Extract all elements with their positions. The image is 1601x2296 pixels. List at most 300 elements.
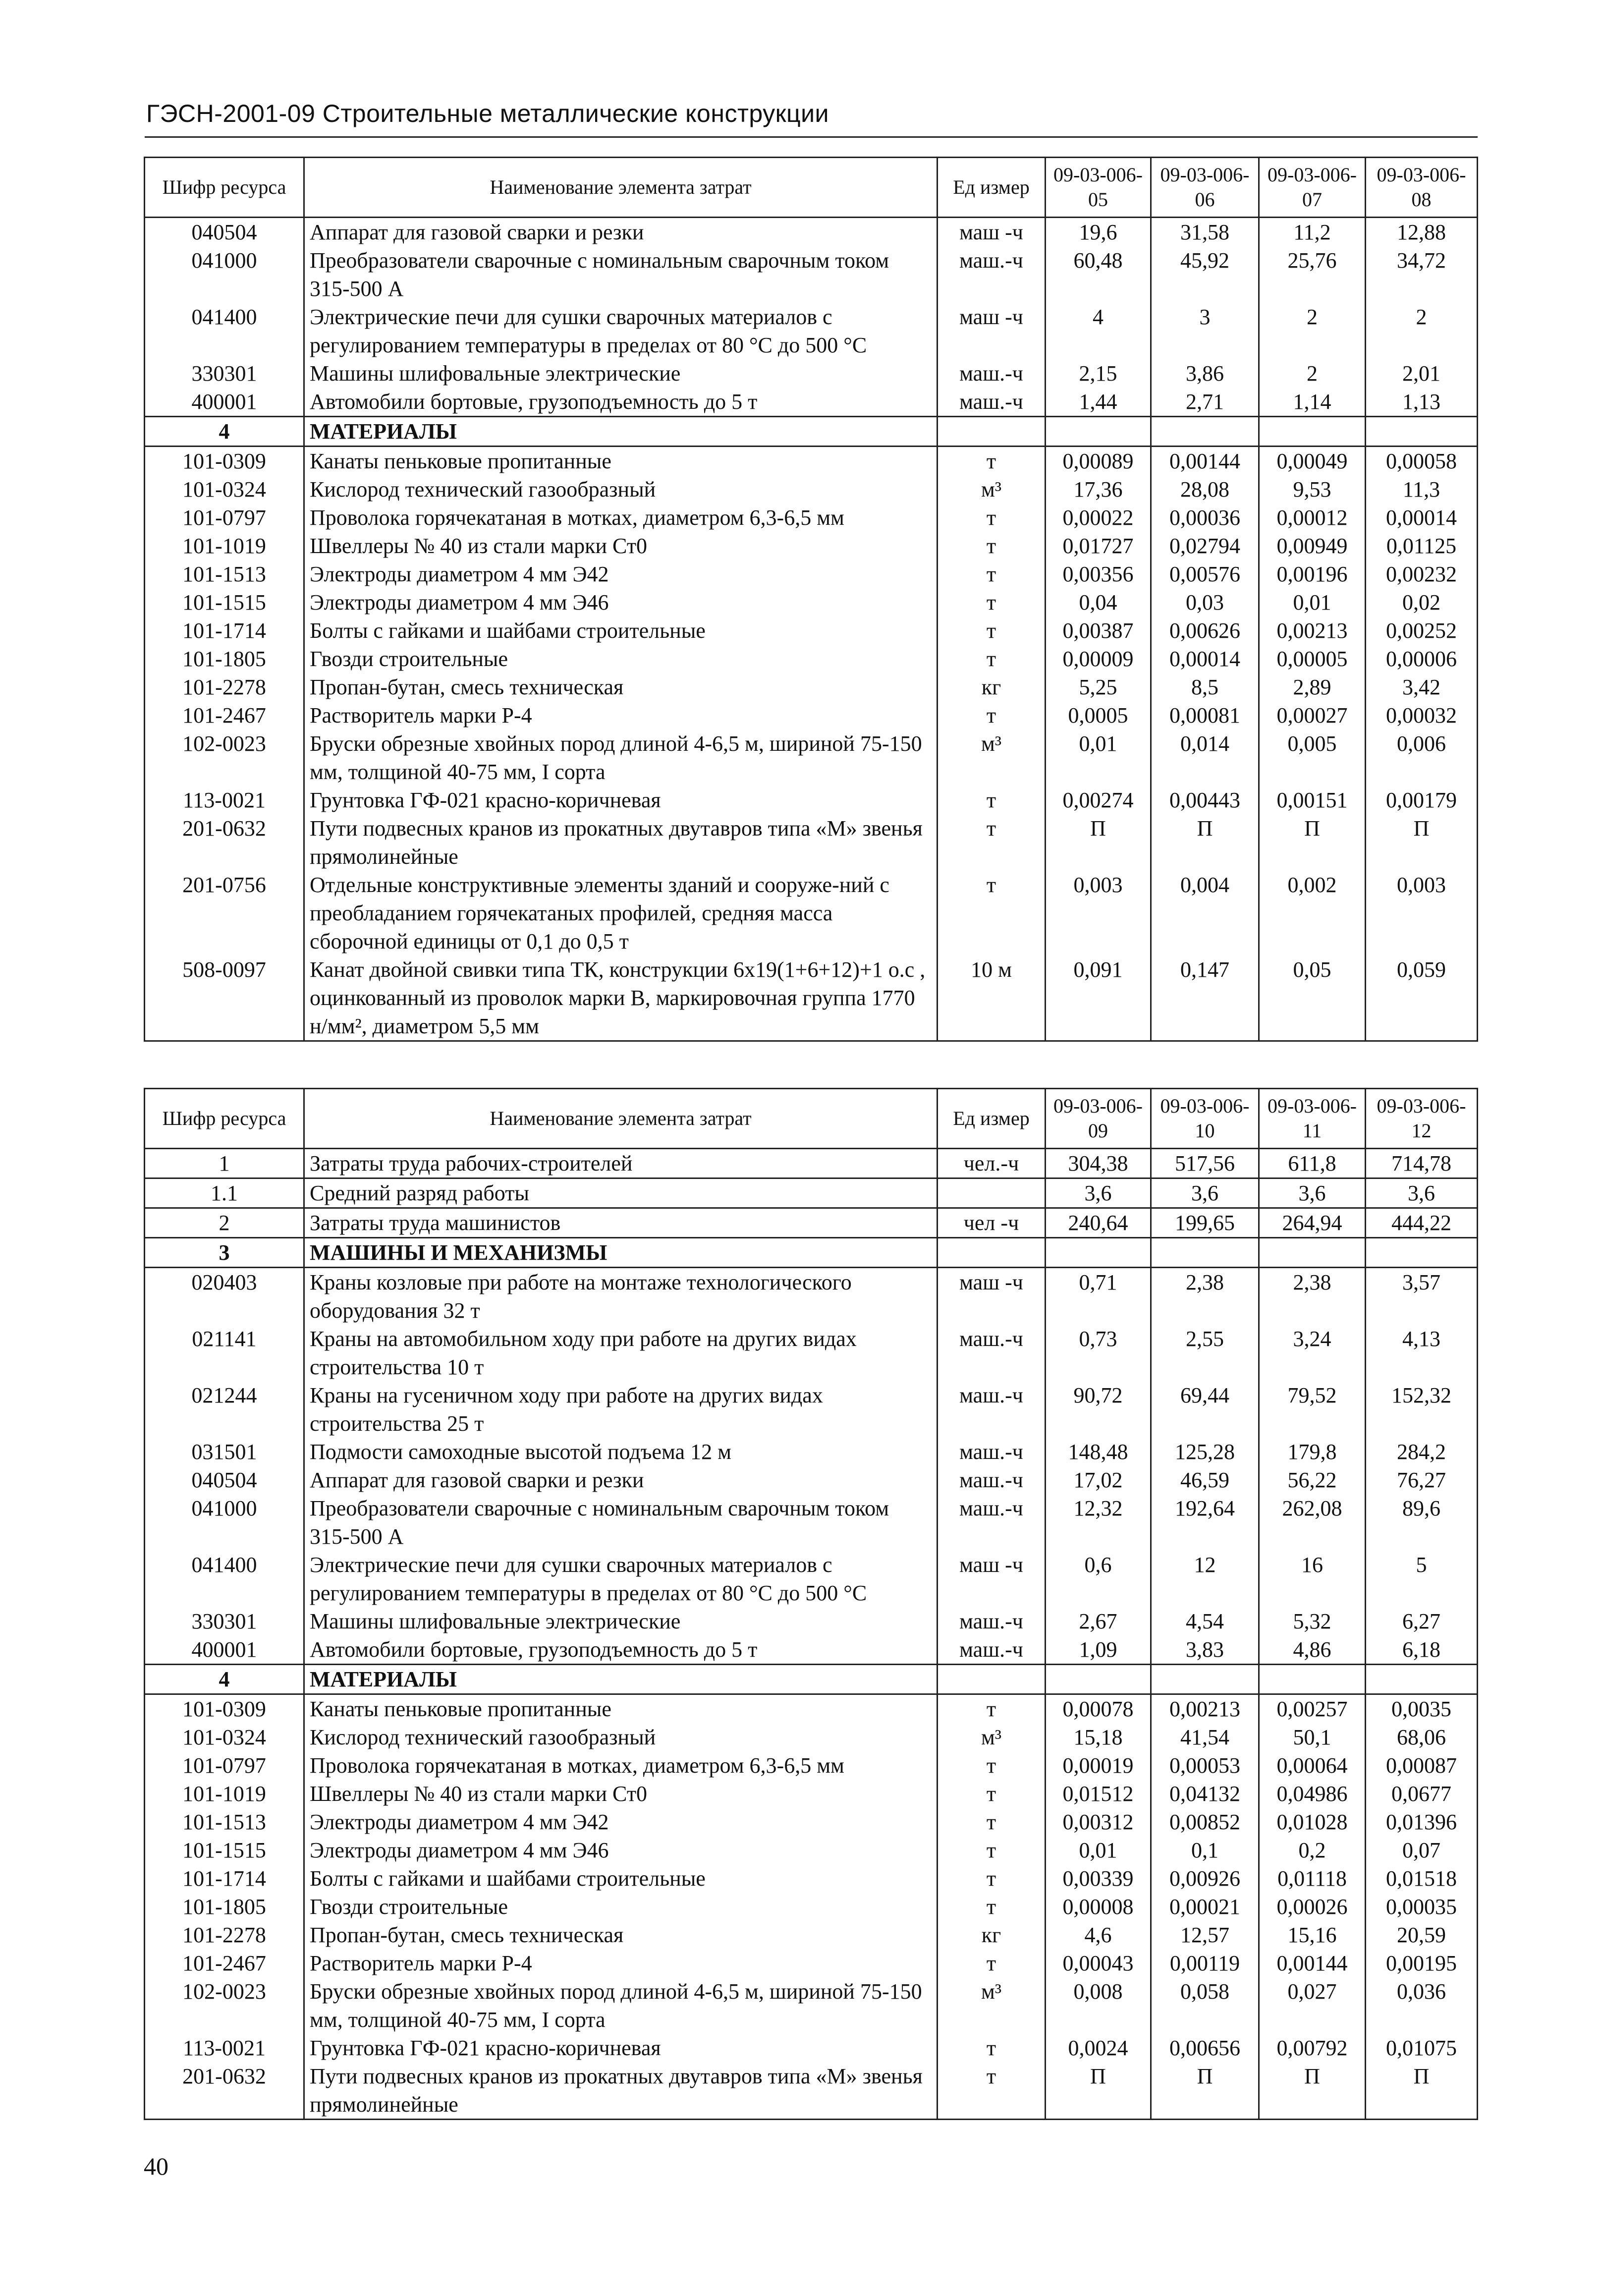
value-cell: 1,14 xyxy=(1259,388,1366,417)
value-cell: 0,02 xyxy=(1366,588,1478,616)
resource-code-cell: 113-0021 xyxy=(145,786,304,814)
value-cell: 192,64 xyxy=(1151,1494,1259,1551)
value-cell: 3,57 xyxy=(1366,1268,1478,1325)
value-cell: 0,04986 xyxy=(1259,1780,1366,1808)
value-cell: 2 xyxy=(1366,303,1478,359)
table-body xyxy=(145,1149,1478,2120)
value-cell: 0,05 xyxy=(1259,955,1366,1041)
table-row xyxy=(145,645,1478,673)
table-row xyxy=(145,1635,1478,1665)
value-cell: 0,00087 xyxy=(1366,1751,1478,1780)
value-cell: 0,059 xyxy=(1366,955,1478,1041)
value-cell: 3 xyxy=(1151,303,1259,359)
value-cell: 20,59 xyxy=(1366,1921,1478,1949)
resource-code-cell: 101-1805 xyxy=(145,645,304,673)
cost-element-name-cell: Проволока горячекатаная в мотках, диаметром 6,3-6,5 мм xyxy=(304,504,938,532)
resource-code-cell: 101-2467 xyxy=(145,701,304,729)
value-cell: 0,01396 xyxy=(1366,1808,1478,1836)
cost-element-name-cell: Канаты пеньковые пропитанные xyxy=(304,1694,938,1724)
value-cell: 11,3 xyxy=(1366,475,1478,504)
value-cell: 0,00022 xyxy=(1046,504,1151,532)
cost-element-name-cell: Швеллеры № 40 из стали марки Ст0 xyxy=(304,532,938,560)
table-row xyxy=(145,1780,1478,1808)
value-cell: 89,6 xyxy=(1366,1494,1478,1551)
cost-element-name-cell: Грунтовка ГФ-021 красно-коричневая xyxy=(304,786,938,814)
value-cell: 15,18 xyxy=(1046,1723,1151,1751)
value-cell: 2,55 xyxy=(1151,1325,1259,1381)
cost-element-name-cell: Машины шлифовальные электрические xyxy=(304,1607,938,1635)
cost-element-name-cell: Пути подвесных кранов из прокатных двутавров типа «М» звенья прямолинейные xyxy=(304,814,938,871)
table-row xyxy=(145,871,1478,955)
value-cell: 0,03 xyxy=(1151,588,1259,616)
unit-cell: 10 м xyxy=(938,955,1046,1041)
header-col-4: 09-03-006-12 xyxy=(1366,1089,1478,1149)
value-cell: 0,01512 xyxy=(1046,1780,1151,1808)
value-cell: 31,58 xyxy=(1151,218,1259,247)
table-row xyxy=(145,786,1478,814)
value-cell xyxy=(1046,1665,1151,1694)
value-cell: 3,86 xyxy=(1151,359,1259,388)
value-cell: 0,00792 xyxy=(1259,2034,1366,2062)
value-cell: 41,54 xyxy=(1151,1723,1259,1751)
value-cell: 0,00036 xyxy=(1151,504,1259,532)
value-cell: П xyxy=(1366,814,1478,871)
table-row xyxy=(145,1607,1478,1635)
value-cell: П xyxy=(1046,2062,1151,2120)
cost-element-name-cell: Аппарат для газовой сварки и резки xyxy=(304,1466,938,1494)
value-cell: 0,00014 xyxy=(1366,504,1478,532)
value-cell: П xyxy=(1259,2062,1366,2120)
value-cell: 0,00257 xyxy=(1259,1694,1366,1724)
cost-element-name-cell: Затраты труда рабочих-строителей xyxy=(304,1149,938,1178)
resource-code-cell: 201-0632 xyxy=(145,814,304,871)
resource-code-cell: 330301 xyxy=(145,1607,304,1635)
table-row xyxy=(145,1921,1478,1949)
resource-code-cell: 3 xyxy=(145,1238,304,1268)
value-cell: 0,1 xyxy=(1151,1836,1259,1864)
value-cell: 0,014 xyxy=(1151,729,1259,786)
table-row xyxy=(145,447,1478,476)
value-cell: 0,00576 xyxy=(1151,560,1259,588)
header-col-1: 09-03-006-09 xyxy=(1046,1089,1151,1149)
table-row xyxy=(145,1208,1478,1238)
value-cell: 125,28 xyxy=(1151,1438,1259,1466)
unit-cell xyxy=(938,417,1046,447)
table-row xyxy=(145,1949,1478,1977)
resource-code-cell: 041000 xyxy=(145,1494,304,1551)
value-cell: 0,00196 xyxy=(1259,560,1366,588)
value-cell: П xyxy=(1046,814,1151,871)
value-cell: 0,147 xyxy=(1151,955,1259,1041)
value-cell: 25,76 xyxy=(1259,246,1366,303)
value-cell: 152,32 xyxy=(1366,1381,1478,1438)
value-cell: 517,56 xyxy=(1151,1149,1259,1178)
unit-cell: чел.-ч xyxy=(938,1149,1046,1178)
cost-element-name-cell: Пропан-бутан, смесь техническая xyxy=(304,1921,938,1949)
unit-cell: т xyxy=(938,1893,1046,1921)
resource-code-cell: 101-0324 xyxy=(145,475,304,504)
resource-code-cell: 041400 xyxy=(145,303,304,359)
value-cell: 12,32 xyxy=(1046,1494,1151,1551)
value-cell: 0,00926 xyxy=(1151,1864,1259,1893)
table-row xyxy=(145,1325,1478,1381)
table-row xyxy=(145,2034,1478,2062)
value-cell xyxy=(1259,417,1366,447)
value-cell: 3,6 xyxy=(1366,1178,1478,1208)
unit-cell: т xyxy=(938,532,1046,560)
resource-code-cell: 113-0021 xyxy=(145,2034,304,2062)
resource-code-cell: 041000 xyxy=(145,246,304,303)
cost-element-name-cell: Автомобили бортовые, грузоподъемность до 5 т xyxy=(304,1635,938,1665)
value-cell: 0,00049 xyxy=(1259,447,1366,476)
value-cell: 2,67 xyxy=(1046,1607,1151,1635)
resource-code-cell: 101-1513 xyxy=(145,560,304,588)
value-cell: 0,006 xyxy=(1366,729,1478,786)
cost-element-name-cell: Бруски обрезные хвойных пород длиной 4-6,5 м, шириной 75-150 мм, толщиной 40-75 мм, I сорта xyxy=(304,729,938,786)
unit-cell: маш.-ч xyxy=(938,1607,1046,1635)
cost-element-name-cell: МАТЕРИАЛЫ xyxy=(304,417,938,447)
resource-code-cell: 400001 xyxy=(145,1635,304,1665)
resource-code-cell: 400001 xyxy=(145,388,304,417)
header-col-4: 09-03-006-08 xyxy=(1366,158,1478,218)
table-row xyxy=(145,388,1478,417)
value-cell: 5,25 xyxy=(1046,673,1151,701)
resource-code-cell: 101-0309 xyxy=(145,447,304,476)
value-cell: 0,00064 xyxy=(1259,1751,1366,1780)
resource-code-cell: 101-0324 xyxy=(145,1723,304,1751)
value-cell: 0,01028 xyxy=(1259,1808,1366,1836)
value-cell: 0,00213 xyxy=(1259,616,1366,645)
value-cell: 0,00005 xyxy=(1259,645,1366,673)
value-cell: 0,07 xyxy=(1366,1836,1478,1864)
section-row xyxy=(145,417,1478,447)
value-cell xyxy=(1366,1238,1478,1268)
value-cell: 2,38 xyxy=(1259,1268,1366,1325)
resource-code-cell: 101-1513 xyxy=(145,1808,304,1836)
unit-cell: т xyxy=(938,504,1046,532)
table-row xyxy=(145,1808,1478,1836)
cost-element-name-cell: Гвозди строительные xyxy=(304,1893,938,1921)
table-row xyxy=(145,588,1478,616)
value-cell: 4 xyxy=(1046,303,1151,359)
section-row xyxy=(145,1665,1478,1694)
unit-cell: т xyxy=(938,1751,1046,1780)
table-row xyxy=(145,616,1478,645)
resource-code-cell: 4 xyxy=(145,1665,304,1694)
resource-code-cell: 021244 xyxy=(145,1381,304,1438)
value-cell: 148,48 xyxy=(1046,1438,1151,1466)
table-row xyxy=(145,2062,1478,2120)
value-cell xyxy=(1366,1665,1478,1694)
value-cell: П xyxy=(1366,2062,1478,2120)
value-cell: 0,003 xyxy=(1366,871,1478,955)
header-col-2: 09-03-006-06 xyxy=(1151,158,1259,218)
unit-cell: т xyxy=(938,645,1046,673)
resource-code-cell: 102-0023 xyxy=(145,729,304,786)
value-cell: 0,00252 xyxy=(1366,616,1478,645)
value-cell: 17,36 xyxy=(1046,475,1151,504)
value-cell: 0,002 xyxy=(1259,871,1366,955)
value-cell: 45,92 xyxy=(1151,246,1259,303)
table-row xyxy=(145,475,1478,504)
value-cell: 15,16 xyxy=(1259,1921,1366,1949)
unit-cell: маш.-ч xyxy=(938,1325,1046,1381)
unit-cell: т xyxy=(938,701,1046,729)
value-cell: 179,8 xyxy=(1259,1438,1366,1466)
value-cell: 304,38 xyxy=(1046,1149,1151,1178)
value-cell: 6,18 xyxy=(1366,1635,1478,1665)
value-cell: 2 xyxy=(1259,303,1366,359)
value-cell xyxy=(1046,417,1151,447)
resource-code-cell: 101-0309 xyxy=(145,1694,304,1724)
value-cell: П xyxy=(1151,2062,1259,2120)
value-cell: 0,004 xyxy=(1151,871,1259,955)
value-cell: 2,01 xyxy=(1366,359,1478,388)
value-cell: 0,00312 xyxy=(1046,1808,1151,1836)
value-cell: 19,6 xyxy=(1046,218,1151,247)
unit-cell: т xyxy=(938,1949,1046,1977)
resource-code-cell: 031501 xyxy=(145,1438,304,1466)
unit-cell: т xyxy=(938,588,1046,616)
value-cell: 0,01 xyxy=(1046,729,1151,786)
value-cell: 50,1 xyxy=(1259,1723,1366,1751)
value-cell: 0,00949 xyxy=(1259,532,1366,560)
value-cell: 0,6 xyxy=(1046,1551,1151,1607)
cost-table-2 xyxy=(144,1088,1478,2120)
value-cell: 4,86 xyxy=(1259,1635,1366,1665)
value-cell: 0,01 xyxy=(1046,1836,1151,1864)
value-cell: 9,53 xyxy=(1259,475,1366,504)
page-header-title: ГЭСН-2001-09 Строительные металлические конструкции xyxy=(146,100,829,127)
table-row xyxy=(145,1864,1478,1893)
cost-table-1 xyxy=(144,157,1478,1042)
value-cell: 0,00008 xyxy=(1046,1893,1151,1921)
value-cell: 0,00043 xyxy=(1046,1949,1151,1977)
table-row xyxy=(145,1149,1478,1178)
value-cell: 69,44 xyxy=(1151,1381,1259,1438)
unit-cell: т xyxy=(938,447,1046,476)
value-cell: 3,6 xyxy=(1046,1178,1151,1208)
value-cell: 0,01118 xyxy=(1259,1864,1366,1893)
value-cell: 34,72 xyxy=(1366,246,1478,303)
cost-element-name-cell: Кислород технический газообразный xyxy=(304,1723,938,1751)
value-cell: 0,01125 xyxy=(1366,532,1478,560)
value-cell: 2,38 xyxy=(1151,1268,1259,1325)
value-cell: 1,13 xyxy=(1366,388,1478,417)
value-cell: 0,0005 xyxy=(1046,701,1151,729)
value-cell: 1,09 xyxy=(1046,1635,1151,1665)
unit-cell: т xyxy=(938,1694,1046,1724)
table-row xyxy=(145,1836,1478,1864)
value-cell: 0,00014 xyxy=(1151,645,1259,673)
cost-element-name-cell: МАШИНЫ И МЕХАНИЗМЫ xyxy=(304,1238,938,1268)
value-cell: 2,89 xyxy=(1259,673,1366,701)
value-cell: 11,2 xyxy=(1259,218,1366,247)
unit-cell: т xyxy=(938,1808,1046,1836)
value-cell: 0,036 xyxy=(1366,1977,1478,2034)
value-cell: 0,00179 xyxy=(1366,786,1478,814)
cost-element-name-cell: Преобразователи сварочные с номинальным сварочным током 315-500 А xyxy=(304,246,938,303)
table-row xyxy=(145,1466,1478,1494)
resource-code-cell: 101-1515 xyxy=(145,588,304,616)
value-cell: 444,22 xyxy=(1366,1208,1478,1238)
table-row xyxy=(145,532,1478,560)
cost-element-name-cell: Болты с гайками и шайбами строительные xyxy=(304,616,938,645)
value-cell: 0,00006 xyxy=(1366,645,1478,673)
value-cell: 0,00035 xyxy=(1366,1893,1478,1921)
header-name: Наименование элемента затрат xyxy=(304,1089,938,1149)
cost-element-name-cell: Электроды диаметром 4 мм Э42 xyxy=(304,1808,938,1836)
unit-cell: т xyxy=(938,871,1046,955)
value-cell: 0,2 xyxy=(1259,1836,1366,1864)
value-cell: 0,01518 xyxy=(1366,1864,1478,1893)
value-cell: 0,00852 xyxy=(1151,1808,1259,1836)
cost-element-name-cell: Краны козловые при работе на монтаже технологического оборудования 32 т xyxy=(304,1268,938,1325)
value-cell: 0,0024 xyxy=(1046,2034,1151,2062)
value-cell: 12,57 xyxy=(1151,1921,1259,1949)
resource-code-cell: 201-0632 xyxy=(145,2062,304,2120)
unit-cell: т xyxy=(938,2034,1046,2062)
value-cell: 0,01075 xyxy=(1366,2034,1478,2062)
cost-element-name-cell: Кислород технический газообразный xyxy=(304,475,938,504)
value-cell: 0,71 xyxy=(1046,1268,1151,1325)
value-cell: 0,00119 xyxy=(1151,1949,1259,1977)
unit-cell: т xyxy=(938,1780,1046,1808)
value-cell: 4,54 xyxy=(1151,1607,1259,1635)
cost-element-name-cell: Канат двойной свивки типа ТК, конструкции 6х19(1+6+12)+1 о.с , оцинкованный из проволок марки В, маркировочная группа 1770 н/мм², диаметром 5,5 мм xyxy=(304,955,938,1041)
unit-cell: маш -ч xyxy=(938,303,1046,359)
resource-code-cell: 1 xyxy=(145,1149,304,1178)
resource-code-cell: 102-0023 xyxy=(145,1977,304,2034)
table-row xyxy=(145,1723,1478,1751)
unit-cell: маш.-ч xyxy=(938,359,1046,388)
value-cell: 0,00078 xyxy=(1046,1694,1151,1724)
header-code: Шифр ресурса xyxy=(145,1089,304,1149)
value-cell xyxy=(1259,1665,1366,1694)
unit-cell: м³ xyxy=(938,1977,1046,2034)
value-cell: 68,06 xyxy=(1366,1723,1478,1751)
unit-cell: маш.-ч xyxy=(938,1381,1046,1438)
value-cell: 0,00626 xyxy=(1151,616,1259,645)
resource-code-cell: 021141 xyxy=(145,1325,304,1381)
value-cell: 0,00032 xyxy=(1366,701,1478,729)
value-cell: 0,00144 xyxy=(1259,1949,1366,1977)
table-header-row xyxy=(145,1089,1478,1149)
table-row xyxy=(145,701,1478,729)
value-cell: 79,52 xyxy=(1259,1381,1366,1438)
resource-code-cell: 041400 xyxy=(145,1551,304,1607)
table-row xyxy=(145,246,1478,303)
unit-cell: маш -ч xyxy=(938,1551,1046,1607)
value-cell: 2,71 xyxy=(1151,388,1259,417)
value-cell: 611,8 xyxy=(1259,1149,1366,1178)
resource-code-cell: 020403 xyxy=(145,1268,304,1325)
cost-element-name-cell: Растворитель марки Р-4 xyxy=(304,701,938,729)
resource-code-cell: 2 xyxy=(145,1208,304,1238)
resource-code-cell: 101-2278 xyxy=(145,1921,304,1949)
resource-code-cell: 101-2278 xyxy=(145,673,304,701)
unit-cell: м³ xyxy=(938,729,1046,786)
value-cell: 3,83 xyxy=(1151,1635,1259,1665)
value-cell: 3,24 xyxy=(1259,1325,1366,1381)
value-cell: 0,00356 xyxy=(1046,560,1151,588)
value-cell: 0,00021 xyxy=(1151,1893,1259,1921)
header-col-3: 09-03-006-11 xyxy=(1259,1089,1366,1149)
value-cell: 3,6 xyxy=(1259,1178,1366,1208)
resource-code-cell: 201-0756 xyxy=(145,871,304,955)
value-cell: 0,005 xyxy=(1259,729,1366,786)
header-unit: Ед измер xyxy=(938,158,1046,218)
header-col-1: 09-03-006-05 xyxy=(1046,158,1151,218)
cost-element-name-cell: Электроды диаметром 4 мм Э46 xyxy=(304,588,938,616)
unit-cell: маш -ч xyxy=(938,218,1046,247)
value-cell: 28,08 xyxy=(1151,475,1259,504)
value-cell: 0,01 xyxy=(1259,588,1366,616)
unit-cell: кг xyxy=(938,1921,1046,1949)
cost-element-name-cell: Электрические печи для сушки сварочных материалов с регулированием температуры в пределах от 80 °С до 500 °С xyxy=(304,1551,938,1607)
value-cell: 12,88 xyxy=(1366,218,1478,247)
cost-element-name-cell: Автомобили бортовые, грузоподъемность до 5 т xyxy=(304,388,938,417)
cost-element-name-cell: Растворитель марки Р-4 xyxy=(304,1949,938,1977)
value-cell: 3,6 xyxy=(1151,1178,1259,1208)
value-cell: 46,59 xyxy=(1151,1466,1259,1494)
value-cell: 4,6 xyxy=(1046,1921,1151,1949)
resource-code-cell: 101-1805 xyxy=(145,1893,304,1921)
value-cell: 0,04132 xyxy=(1151,1780,1259,1808)
cost-element-name-cell: Электроды диаметром 4 мм Э46 xyxy=(304,1836,938,1864)
table-row xyxy=(145,1551,1478,1607)
header-col-2: 09-03-006-10 xyxy=(1151,1089,1259,1149)
cost-element-name-cell: Пути подвесных кранов из прокатных двутавров типа «М» звенья прямолинейные xyxy=(304,2062,938,2120)
value-cell: 16 xyxy=(1259,1551,1366,1607)
value-cell: 0,00232 xyxy=(1366,560,1478,588)
cost-element-name-cell: Проволока горячекатаная в мотках, диаметром 6,3-6,5 мм xyxy=(304,1751,938,1780)
resource-code-cell: 101-1515 xyxy=(145,1836,304,1864)
unit-cell: маш.-ч xyxy=(938,1438,1046,1466)
cost-element-name-cell: Гвозди строительные xyxy=(304,645,938,673)
value-cell: 0,008 xyxy=(1046,1977,1151,2034)
cost-element-name-cell: Электроды диаметром 4 мм Э42 xyxy=(304,560,938,588)
unit-cell: т xyxy=(938,1864,1046,1893)
unit-cell: кг xyxy=(938,673,1046,701)
value-cell: 262,08 xyxy=(1259,1494,1366,1551)
header-divider xyxy=(145,136,1478,138)
value-cell: 284,2 xyxy=(1366,1438,1478,1466)
value-cell: П xyxy=(1151,814,1259,871)
value-cell: 8,5 xyxy=(1151,673,1259,701)
value-cell: 0,02794 xyxy=(1151,532,1259,560)
value-cell: 90,72 xyxy=(1046,1381,1151,1438)
value-cell: 0,00026 xyxy=(1259,1893,1366,1921)
unit-cell: маш.-ч xyxy=(938,1635,1046,1665)
value-cell: 12 xyxy=(1151,1551,1259,1607)
unit-cell: маш.-ч xyxy=(938,388,1046,417)
value-cell: 0,058 xyxy=(1151,1977,1259,2034)
cost-element-name-cell: Подмости самоходные высотой подъема 12 м xyxy=(304,1438,938,1466)
unit-cell: т xyxy=(938,814,1046,871)
resource-code-cell: 508-0097 xyxy=(145,955,304,1041)
cost-element-name-cell: МАТЕРИАЛЫ xyxy=(304,1665,938,1694)
header-name: Наименование элемента затрат xyxy=(304,158,938,218)
value-cell: 0,00443 xyxy=(1151,786,1259,814)
value-cell: 4,13 xyxy=(1366,1325,1478,1381)
cost-element-name-cell: Грунтовка ГФ-021 красно-коричневая xyxy=(304,2034,938,2062)
resource-code-cell: 040504 xyxy=(145,218,304,247)
table-header-row xyxy=(145,158,1478,218)
value-cell xyxy=(1151,1665,1259,1694)
cost-element-name-cell: Болты с гайками и шайбами строительные xyxy=(304,1864,938,1893)
cost-element-name-cell: Машины шлифовальные электрические xyxy=(304,359,938,388)
